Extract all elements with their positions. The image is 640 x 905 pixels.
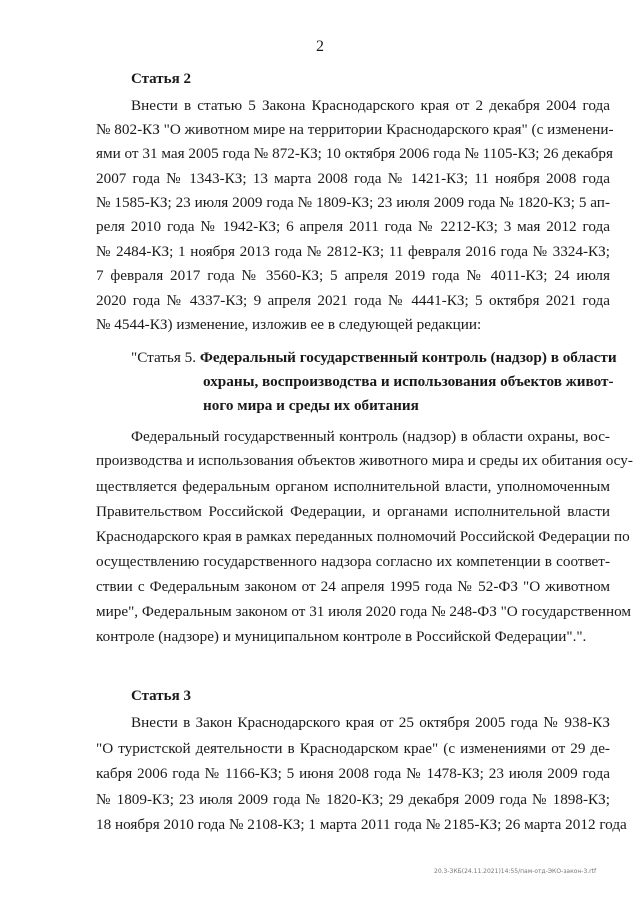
footer-document-code: 20.3-ЗКБ(24.11.2021)14:55/пам-отд-ЭКО-закон-3.rtf <box>434 868 597 875</box>
article-3-line: "О туристской деятельности в Краснодарском крае" (с изменениями от 29 де- <box>96 740 610 757</box>
quoted-article-title <box>131 349 617 367</box>
quoted-article-title-prefix: "Статья 5. <box>131 349 200 366</box>
article-5-body-line: контроле (надзоре) и муниципальном контроле в Российской Федерации".". <box>96 628 587 645</box>
article-5-body-line: Краснодарского края в рамках переданных полномочий Российской Федерации по <box>96 528 630 545</box>
article-5-body-line: мире", Федеральным законом от 31 июля 2020 года № 248-ФЗ "О государственном <box>96 603 632 620</box>
article-2-line: № 1585-КЗ; 23 июля 2009 года № 1809-КЗ; 23 июля 2009 года № 1820-КЗ; 5 ап- <box>96 194 610 211</box>
article-5-body-line: осуществлению государственного надзора согласно их компетенции в соответ- <box>96 553 610 570</box>
article-2-line: реля 2010 года № 1942-КЗ; 6 апреля 2011 года № 2212-КЗ; 3 мая 2012 года <box>96 218 610 235</box>
article-3-line: кабря 2006 года № 1166-КЗ; 5 июня 2008 года № 1478-КЗ; 23 июля 2009 года <box>96 765 610 782</box>
article-5-body-line: ствии с Федеральным законом от 24 апреля 1995 года № 52-ФЗ "О животном <box>96 578 610 595</box>
article-5-body-line: Федеральный государственный контроль (надзор) в области охраны, вос- <box>131 428 610 445</box>
article-2-line: № 802-КЗ "О животном мире на территории Краснодарского края" (с изменени- <box>96 121 614 138</box>
article-2-line: 2007 года № 1343-КЗ; 13 марта 2008 года № 1421-КЗ; 11 ноября 2008 года <box>96 170 610 187</box>
article-2-line: 2020 года № 4337-КЗ; 9 апреля 2021 года № 4441-КЗ; 5 октября 2021 года <box>96 292 610 309</box>
article-5-body-line: ществляется федеральным органом исполнительной власти, уполномоченным <box>96 478 610 495</box>
article-2-line: № 2484-КЗ; 1 ноября 2013 года № 2812-КЗ; 11 февраля 2016 года № 3324-КЗ; <box>96 243 610 260</box>
article-2-heading: Статья 2 <box>131 71 191 87</box>
article-2-line: ями от 31 мая 2005 года № 872-КЗ; 10 октября 2006 года № 1105-КЗ; 26 декабря <box>96 145 613 162</box>
article-3-line: 18 ноября 2010 года № 2108-КЗ; 1 марта 2011 года № 2185-КЗ; 26 марта 2012 года <box>96 816 627 833</box>
article-2-line: № 4544-КЗ) изменение, изложив ее в следующей редакции: <box>96 316 482 333</box>
article-2-line: Внести в статью 5 Закона Краснодарского края от 2 декабря 2004 года <box>131 97 610 114</box>
quoted-article-title-line: охраны, воспроизводства и использования объектов живот- <box>203 373 614 390</box>
article-2-line: 7 февраля 2017 года № 3560-КЗ; 5 апреля 2019 года № 4011-КЗ; 24 июля <box>96 267 610 284</box>
article-3-heading: Статья 3 <box>131 688 191 704</box>
article-5-body-line: производства и использования объектов животного мира и среды их обитания осу- <box>96 452 633 469</box>
page-number: 2 <box>316 38 324 55</box>
article-3-line: № 1809-КЗ; 23 июля 2009 года № 1820-КЗ; 29 декабря 2009 года № 1898-КЗ; <box>96 791 610 808</box>
article-5-body-line: Правительством Российской Федерации, и органами исполнительной власти <box>96 503 610 520</box>
quoted-article-title-line: ного мира и среды их обитания <box>203 397 419 414</box>
article-3-line: Внести в Закон Краснодарского края от 25 октября 2005 года № 938-КЗ <box>131 714 610 731</box>
quoted-article-title-text: Федеральный государственный контроль (надзор) в области <box>199 349 617 366</box>
